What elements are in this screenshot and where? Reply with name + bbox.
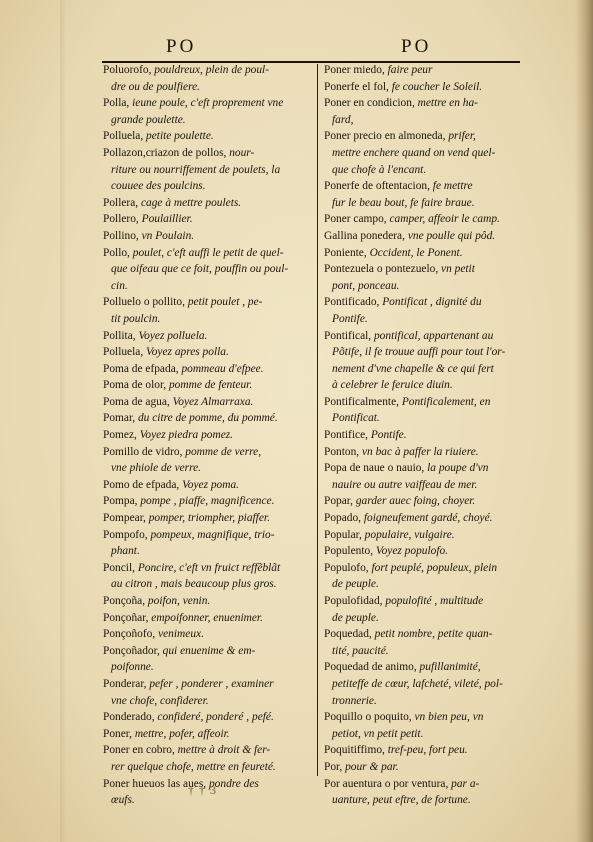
entry-headword: Pollita,	[103, 329, 136, 342]
entry-translation: pufillanimité,	[416, 661, 481, 674]
entry-continuation: petiteffe de cœur, lafcheté, vileté, pol-	[332, 677, 503, 690]
entry-headword: Populofidad,	[324, 595, 383, 607]
entry-translation: Voyez poma.	[179, 478, 240, 491]
dictionary-entry	[103, 493, 303, 510]
dictionary-entry	[103, 278, 303, 295]
dictionary-entry	[103, 62, 303, 95]
entry-headword: Ponçoñar,	[103, 611, 149, 624]
entry-continuation: cin.	[111, 279, 128, 292]
dictionary-entry	[103, 410, 303, 427]
entry-headword: Pomillo de vidro,	[103, 445, 183, 458]
entry-continuation: au citron , mais beaucoup plus gros.	[111, 578, 277, 591]
entry-continuation: Pontife.	[332, 312, 368, 325]
entry-headword: Ponderar,	[103, 677, 147, 690]
dictionary-entry	[103, 560, 303, 593]
entry-translation: populofité , multitude	[382, 595, 484, 607]
entry-headword: Pomar,	[103, 412, 136, 425]
entry-headword: Poner en condicion,	[324, 97, 415, 110]
entry-translation: Poulaillier.	[138, 213, 193, 226]
dictionary-entry	[103, 477, 303, 494]
entry-headword: Pollero,	[103, 213, 139, 226]
dictionary-entry	[324, 377, 522, 394]
entry-headword: Poniente,	[324, 246, 367, 259]
entry-translation: vn bac à paffer la riuiere.	[359, 445, 479, 458]
entry-translation: fort peuplé, populeux, plein	[368, 561, 498, 574]
dictionary-entry	[103, 178, 303, 195]
right-column	[324, 62, 522, 809]
entry-headword: Pomo de efpada,	[103, 478, 180, 491]
dictionary-entry	[103, 709, 303, 726]
entry-headword: Poma de agua,	[103, 395, 170, 408]
dictionary-entry	[324, 510, 522, 527]
entry-translation: camper, affeoir le camp.	[386, 213, 500, 226]
entry-translation: Pontificat , dignité du	[379, 296, 482, 309]
entry-continuation: poifonne.	[111, 661, 154, 674]
dictionary-entry	[324, 560, 522, 593]
entry-headword: Pontificado,	[324, 296, 380, 309]
dictionary-entry	[324, 162, 522, 179]
page-header	[0, 36, 593, 62]
entry-continuation: Pontificat.	[332, 412, 380, 425]
entry-headword: Poner campo,	[324, 213, 387, 226]
entry-translation: qui enuenime & em-	[159, 644, 256, 657]
entry-headword: Ponçoñador,	[103, 644, 160, 657]
entry-translation: du citre de pomme, du pommé.	[135, 412, 278, 425]
entry-translation: Pontificalement, en	[398, 395, 491, 408]
entry-headword: Pollino,	[103, 229, 139, 242]
signature-mark: † † 3	[188, 783, 217, 797]
dictionary-entry	[324, 593, 522, 626]
dictionary-entry	[324, 543, 522, 560]
entry-headword: Polla,	[103, 97, 130, 110]
entry-continuation: couuee des poulcins.	[111, 180, 206, 193]
entry-headword: Por,	[324, 760, 343, 773]
entry-continuation: de peuple.	[332, 611, 379, 624]
entry-headword: Ponçoña,	[103, 595, 146, 607]
entry-translation: pefer , ponderer , examiner	[146, 677, 274, 690]
dictionary-entry	[324, 394, 522, 427]
entry-headword: Gallina ponedera,	[324, 229, 405, 242]
dictionary-entry	[324, 62, 522, 79]
dictionary-entry	[103, 444, 303, 477]
entry-translation: venimeux.	[155, 628, 204, 641]
entry-translation: pompe , piaffe, magnificence.	[137, 495, 275, 508]
dictionary-entry	[324, 261, 522, 294]
dictionary-entry	[103, 195, 303, 212]
entry-headword: Populofo,	[324, 561, 369, 574]
entry-headword: Pollo,	[103, 246, 130, 259]
entry-continuation: mettre enchere quand on vend quel-	[332, 146, 496, 159]
entry-translation: par a-	[448, 777, 480, 790]
entry-translation: vn Poulain.	[138, 229, 195, 242]
dictionary-entry	[324, 211, 522, 228]
dictionary-entry	[324, 776, 522, 809]
entry-headword: Poner hueuos las aues,	[103, 777, 207, 790]
dictionary-entry	[103, 211, 303, 228]
dictionary-entry	[324, 693, 522, 710]
entry-translation: Voyez Almarraxa.	[169, 395, 254, 408]
dictionary-entry	[324, 444, 522, 461]
entry-translation: Voyez populofo.	[373, 545, 449, 558]
dictionary-entry	[103, 228, 303, 245]
entry-continuation: de peuple.	[332, 578, 379, 591]
entry-headword: Poner miedo,	[324, 64, 385, 76]
entry-translation: fe mettre	[429, 180, 473, 193]
column-divider	[317, 64, 318, 776]
entry-headword: Poquedad,	[324, 628, 372, 641]
entry-translation: pomme de verre,	[182, 445, 262, 458]
entry-headword: Popar,	[324, 495, 353, 508]
entry-continuation: petiot, vn petit petit.	[332, 727, 424, 740]
dictionary-entry	[103, 128, 303, 145]
entry-translation: nour-	[226, 146, 255, 159]
dictionary-entry	[324, 245, 522, 262]
dictionary-entry	[324, 228, 522, 245]
entry-headword: Ponerfe el fol,	[324, 80, 389, 93]
entry-translation: Occident, le Ponent.	[366, 246, 463, 259]
entry-translation: pontifical, appartenant au	[371, 329, 494, 342]
entry-translation: Pontife.	[367, 429, 407, 442]
entry-headword: Por auentura o por ventura,	[324, 777, 449, 790]
entry-translation: Poncire, c'eft vn fruict reffẽblãt	[134, 561, 281, 574]
entry-translation: garder auec foing, choyer.	[352, 495, 476, 508]
entry-continuation: tité, paucité.	[332, 644, 389, 657]
dictionary-entry	[103, 245, 303, 278]
binding-shadow	[60, 0, 66, 842]
entry-headword: Poquedad de animo,	[324, 661, 417, 674]
entry-continuation: Põtife, il fe trouue auffi pour tout l'or-	[332, 346, 506, 359]
entry-continuation: œufs.	[111, 794, 135, 807]
entry-continuation: que chofe à l'encant.	[332, 163, 427, 176]
dictionary-entry	[103, 145, 303, 178]
dictionary-entry	[324, 742, 522, 759]
entry-headword: Polluela,	[103, 130, 144, 143]
entry-headword: Ponçoñofo,	[103, 628, 156, 641]
entry-translation: pommeau d'efpee.	[178, 362, 264, 375]
entry-translation: cage à mettre poulets.	[138, 196, 242, 209]
entry-translation: faire peur	[384, 64, 433, 76]
dictionary-entry	[103, 510, 303, 527]
dictionary-entry	[324, 460, 522, 493]
entry-translation: Voyez polluela.	[135, 329, 208, 342]
dictionary-entry	[103, 427, 303, 444]
entry-headword: Pontificalmente,	[324, 395, 399, 408]
left-column	[103, 62, 303, 809]
dictionary-entry	[103, 394, 303, 411]
dictionary-entry	[324, 427, 522, 444]
dictionary-entry	[103, 328, 303, 345]
entry-continuation: que oifeau que ce foit, pouffin ou poul-	[111, 263, 289, 276]
entry-translation: pomme de fenteur.	[166, 379, 253, 392]
entry-headword: Polluela,	[103, 346, 144, 359]
dictionary-entry	[103, 527, 303, 560]
dictionary-entry	[324, 626, 522, 659]
entry-headword: Popa de naue o nauio,	[324, 462, 425, 475]
entry-translation: mettre à droit & fer-	[174, 744, 271, 757]
entry-headword: Poquitiffimo,	[324, 744, 385, 757]
entry-headword: Poner precio en almoneda,	[324, 130, 446, 143]
dictionary-entry	[324, 128, 522, 161]
entry-headword: Popular,	[324, 528, 362, 541]
entry-translation: confideré, ponderé , pefé.	[154, 711, 274, 724]
entry-continuation: pont, ponceau.	[332, 279, 400, 292]
entry-continuation: uanture, peut eftre, de fortune.	[332, 794, 471, 807]
entry-headword: Popado,	[324, 512, 362, 525]
dictionary-entry	[324, 759, 522, 776]
entry-translation: vne poulle qui pôd.	[404, 229, 496, 242]
entry-continuation: rer quelque chofe, mettre en feureté.	[111, 760, 276, 773]
entry-translation: fe coucher le Soleil.	[388, 80, 483, 93]
entry-continuation: vne phiole de verre.	[111, 462, 202, 475]
entry-headword: Poma de efpada,	[103, 362, 179, 375]
entry-headword: Populento,	[324, 545, 374, 558]
entry-translation: Voyez piedra pomez.	[136, 429, 234, 442]
entry-headword: Poluorofo,	[103, 64, 152, 76]
dictionary-entry	[103, 593, 303, 610]
entry-translation: poulet, c'eft auffi le petit de quel-	[129, 246, 284, 259]
entry-headword: Ponton,	[324, 445, 360, 458]
running-head-left: PO	[166, 36, 197, 57]
entry-headword: Pollera,	[103, 196, 139, 209]
entry-continuation: riture ou nourriffement de poulets, la	[111, 163, 281, 176]
entry-headword: Pompear,	[103, 512, 146, 525]
entry-translation: pouldreux, plein de poul-	[151, 64, 269, 76]
entry-continuation: tronnerie.	[332, 694, 377, 707]
dictionary-entry	[324, 659, 522, 692]
page-edge-shadow	[575, 0, 593, 842]
entry-translation: pondre des	[206, 777, 259, 790]
dictionary-entry	[324, 361, 522, 378]
entry-headword: Pompofo,	[103, 528, 148, 541]
entry-headword: Pompa,	[103, 495, 138, 508]
dictionary-entry	[324, 709, 522, 742]
dictionary-entry	[324, 95, 522, 128]
entry-continuation: à celebrer le feruice diuin.	[332, 379, 453, 392]
entry-headword: Pomez,	[103, 429, 137, 442]
entry-translation: petit nombre, petite quan-	[371, 628, 493, 641]
entry-translation: mettre, pofer, affeoir.	[131, 727, 230, 740]
entry-headword: Ponderado,	[103, 711, 155, 724]
entry-translation: pompeux, magnifique, trio-	[147, 528, 275, 541]
dictionary-entry	[324, 178, 522, 211]
entry-continuation: vne chofe, confiderer.	[111, 694, 209, 707]
entry-translation: populaire, vulgaire.	[361, 528, 455, 541]
entry-translation: tref-peu, fort peu.	[384, 744, 468, 757]
dictionary-entry	[324, 527, 522, 544]
running-head-right: PO	[401, 36, 432, 57]
dictionary-entry	[103, 294, 303, 327]
entry-translation: pomper, triompher, piaffer.	[145, 512, 270, 525]
dictionary-entry	[103, 726, 303, 743]
entry-continuation: tit poulcin.	[111, 312, 161, 325]
entry-continuation: fur le beau bout, fe faire braue.	[332, 196, 475, 209]
entry-translation: Voyez apres polla.	[143, 346, 229, 359]
entry-headword: Poquillo o poquito,	[324, 711, 412, 724]
entry-headword: Pontezuela o pontezuelo,	[324, 263, 439, 276]
dictionary-entry	[324, 79, 522, 96]
dictionary-entry	[324, 328, 522, 361]
entry-translation: petit poulet , pe-	[184, 296, 263, 309]
entry-translation: ieune poule, c'eft proprement vne	[129, 97, 284, 110]
dictionary-entry	[103, 643, 303, 676]
entry-continuation: dre ou de poulfiere.	[111, 80, 200, 93]
entry-headword: Poner,	[103, 727, 132, 740]
entry-translation: vn bien peu, vn	[411, 711, 484, 724]
dictionary-entry	[324, 294, 522, 327]
entry-continuation: nauire ou autre vaiffeau de mer.	[332, 478, 478, 491]
entry-headword: Poma de olor,	[103, 379, 167, 392]
dictionary-entry	[103, 95, 303, 128]
entry-headword: Poner en cobro,	[103, 744, 175, 757]
entry-headword: Pontifice,	[324, 429, 368, 442]
dictionary-entry	[103, 610, 303, 627]
entry-translation: prifer,	[445, 130, 476, 143]
entry-continuation: fard,	[332, 113, 354, 126]
entry-translation: empoifonner, enuenimer.	[148, 611, 263, 624]
entry-continuation: grande poulette.	[111, 113, 186, 126]
entry-translation: pour & par.	[342, 760, 399, 773]
dictionary-entry	[103, 676, 303, 709]
dictionary-entry	[103, 361, 303, 378]
entry-translation: mettre en ha-	[414, 97, 478, 110]
entry-headword: Pontifical,	[324, 329, 372, 342]
entry-translation: petite poulette.	[143, 130, 214, 143]
entry-translation: poifon, venin.	[145, 595, 211, 607]
dictionary-entry	[103, 626, 303, 643]
entry-continuation: phant.	[111, 545, 140, 558]
entry-headword: Ponerfe de oftentacion,	[324, 180, 430, 193]
dictionary-entry	[103, 742, 303, 775]
entry-headword: Pollazon,criazon de pollos,	[103, 146, 227, 159]
dictionary-entry	[103, 344, 303, 361]
entry-continuation: nement d'vne chapelle & ce qui fert	[332, 362, 494, 375]
entry-translation: foigneufement gardé, choyé.	[361, 512, 493, 525]
entry-headword: Poncil,	[103, 561, 135, 574]
entry-translation: vn petit	[438, 263, 475, 276]
entry-headword: Polluelo o pollito,	[103, 296, 185, 309]
entry-translation: la poupe d'vn	[424, 462, 489, 475]
dictionary-entry	[103, 377, 303, 394]
dictionary-entry	[324, 493, 522, 510]
